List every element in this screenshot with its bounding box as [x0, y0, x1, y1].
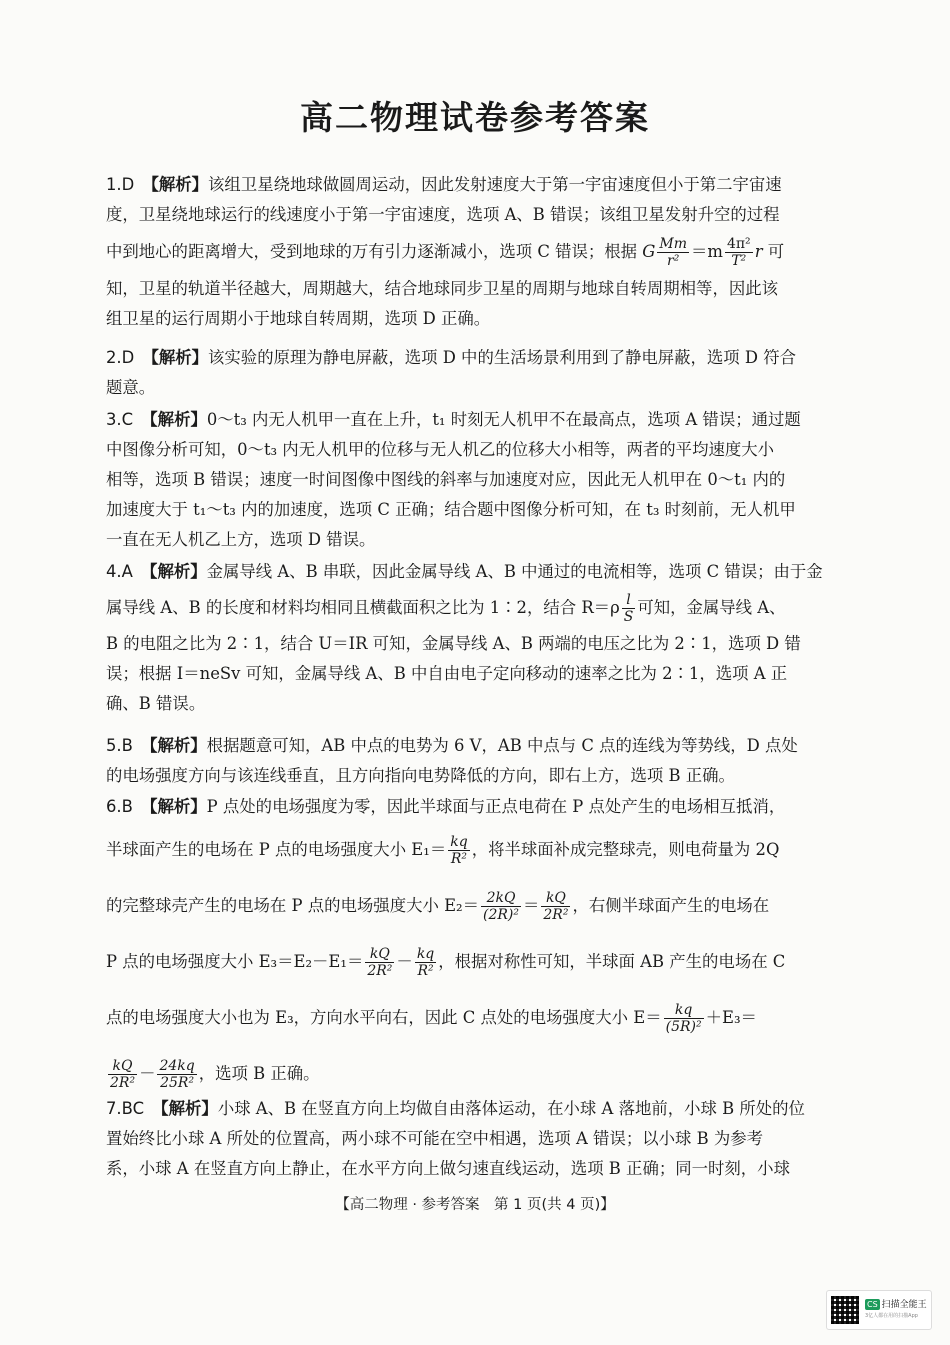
answer-text: ，右侧半球面产生的电场在	[572, 896, 770, 915]
fraction: $\frac{kq}{\text{R²}}$	[416, 946, 435, 979]
analysis-tag: 【解析】	[149, 410, 207, 429]
answer-6	[106, 792, 844, 1102]
answer-text: 中到地心的距离增大，受到地球的万有引力逐渐减小，选项 C 错误；根据	[106, 242, 638, 261]
answer-text: 误；根据 I＝neSv 可知，金属导线 A、B 中自由电子定向移动的速率之比为 2∶1，选项 A 正	[106, 664, 788, 683]
answer-text: ，将半球面补成完整球壳，则电荷量为 2Q	[471, 840, 780, 859]
answer-text: 点的电场强度大小也为 E₃，方向水平向右，因此 C 点处的电场强度大小 E＝	[106, 1008, 662, 1027]
answer-text: ，根据对称性可知，半球面 AB 产生的电场在 C	[438, 952, 786, 971]
fraction: $\frac{2kQ}{\text{(2R)²}}$	[483, 890, 519, 923]
answer-number: 3.C	[106, 410, 134, 429]
answer-text: 题意。	[106, 378, 156, 397]
answer-7	[106, 1094, 844, 1184]
answer-text: P 点的电场强度大小 E₃＝E₂－E₁＝	[106, 952, 364, 971]
answer-3	[106, 405, 844, 555]
answer-text: 度，卫星绕地球运行的线速度小于第一宇宙速度，选项 A、B 错误；该组卫星发射升空的过程	[106, 205, 780, 224]
answer-text: 中图像分析可知，0～t₃ 内无人机甲的位移与无人机乙的位移大小相等，两者的平均速度大小	[106, 440, 775, 459]
answer-text: ＋E₃＝	[705, 1008, 757, 1027]
fraction: $\frac{\text{4π²}}{\text{T²}}$	[726, 236, 751, 269]
answer-text: 知，卫星的轨道半径越大，周期越大，结合地球同步卫星的周期与地球自转周期相等，因此该	[106, 279, 779, 298]
answer-text: 相等，选项 B 错误；速度一时间图像中图线的斜率与加速度对应，因此无人机甲在 0～t₁ 内的	[106, 470, 786, 489]
analysis-tag: 【解析】	[149, 736, 207, 755]
fraction: $\frac{kq}{\text{R²}}$	[450, 834, 468, 867]
answer-text: 0～t₃ 内无人机甲一直在上升，t₁ 时刻无人机甲不在最高点，选项 A 错误；通过题	[206, 410, 801, 429]
answer-number: 6.B	[106, 797, 133, 816]
answer-2	[106, 343, 844, 403]
page-footer: 【高二物理 · 参考答案 第 1 页(共 4 页)】	[335, 1197, 615, 1213]
qr-code-icon	[831, 1296, 859, 1324]
fraction: $\frac{24kq}{\text{25R²}}$	[159, 1058, 195, 1091]
answer-text: 加速度大于 t₁～t₃ 内的加速度，选项 C 正确；结合题中图像分析可知，在 t₃ 时刻前，无人机甲	[106, 500, 796, 519]
answer-text: 一直在无人机乙上方，选项 D 错误。	[106, 530, 376, 549]
answer-text: 可知，金属导线 A、	[637, 598, 786, 617]
formula: －	[139, 1064, 156, 1083]
answer-number: 7.BC	[106, 1099, 145, 1118]
formula: r	[754, 242, 763, 261]
formula: －	[396, 952, 413, 971]
scanner-name: 扫描全能王	[881, 1299, 927, 1310]
answer-text: 金属导线 A、B 串联，因此金属导线 A、B 中通过的电流相等，选项 C 错误；由于金	[206, 562, 823, 581]
answer-text: ，选项 B 正确。	[198, 1064, 320, 1083]
page-title: 高二物理试卷参考答案	[300, 98, 650, 137]
answer-text: 系，小球 A 在竖直方向上静止，在水平方向上做匀速直线运动，选项 B 正确；同一时刻，小球	[106, 1159, 790, 1178]
formula: ＝m	[691, 242, 723, 261]
answer-text: 的电场强度方向与该连线垂直，且方向指向电势降低的方向，即右上方，选项 B 正确。	[106, 766, 735, 785]
answer-text: 该实验的原理为静电屏蔽，选项 D 中的生活场景利用到了静电屏蔽，选项 D 符合	[208, 348, 797, 367]
answer-text: 该组卫星绕地球做圆周运动，因此发射速度大于第一宇宙速度但小于第二宇宙速	[208, 175, 782, 194]
answer-text: 的完整球壳产生的电场在 P 点的电场强度大小 E₂＝	[106, 896, 480, 915]
answer-number: 2.D	[106, 348, 135, 367]
answer-text: 确、B 错误。	[106, 694, 206, 713]
answer-text: P 点处的电场强度为零，因此半球面与正点电荷在 P 点处产生的电场相互抵消，	[206, 797, 786, 816]
answer-number: 4.A	[106, 562, 133, 581]
answer-text: 属导线 A、B 的长度和材料均相同且横截面积之比为 1∶2，结合 R＝ρ	[106, 598, 620, 617]
answer-text: 半球面产生的电场在 P 点的电场强度大小 E₁＝	[106, 840, 447, 859]
fraction: $\frac{l}{S}$	[623, 592, 634, 625]
fraction: $\frac{kQ}{\text{2R²}}$	[367, 946, 393, 979]
analysis-tag: 【解析】	[149, 562, 207, 581]
scanner-watermark	[826, 1290, 932, 1330]
formula: G	[642, 242, 656, 261]
scanner-logo-icon: CS	[867, 1299, 878, 1309]
fraction: $\frac{kq}{\text{(5R)²}}$	[665, 1002, 702, 1035]
analysis-tag: 【解析】	[150, 175, 209, 194]
analysis-tag: 【解析】	[160, 1099, 218, 1118]
fraction: $\frac{kQ}{\text{2R²}}$	[543, 890, 569, 923]
fraction: $\frac{Mm}{\text{r²}}$	[659, 236, 688, 269]
answer-text: 根据题意可知，AB 中点的电势为 6 V，AB 中点与 C 点的连线为等势线，D 点处	[206, 736, 798, 755]
answer-text: 置始终比小球 A 所处的位置高，两小球不可能在空中相遇，选项 A 错误；以小球 B 为参考	[106, 1129, 764, 1148]
analysis-tag: 【解析】	[150, 348, 209, 367]
answer-text: 组卫星的运行周期小于地球自转周期，选项 D 正确。	[106, 309, 491, 328]
answer-1	[106, 170, 844, 334]
answer-4	[106, 557, 844, 719]
answer-text: 小球 A、B 在竖直方向上均做自由落体运动，在小球 A 落地前，小球 B 所处的位	[217, 1099, 805, 1118]
answer-number: 1.D	[106, 175, 135, 194]
fraction: $\frac{kQ}{\text{2R²}}$	[110, 1058, 136, 1091]
formula: ＝	[523, 896, 540, 915]
analysis-tag: 【解析】	[149, 797, 207, 816]
answer-5	[106, 731, 844, 791]
scanner-subtitle: 3亿人都在用的扫描App	[865, 1312, 918, 1319]
answer-text: 可	[767, 242, 785, 261]
answer-number: 5.B	[106, 736, 133, 755]
answer-text: B 的电阻之比为 2∶1，结合 U＝IR 可知，金属导线 A、B 两端的电压之比为 2∶1，选项 D 错	[106, 634, 801, 653]
